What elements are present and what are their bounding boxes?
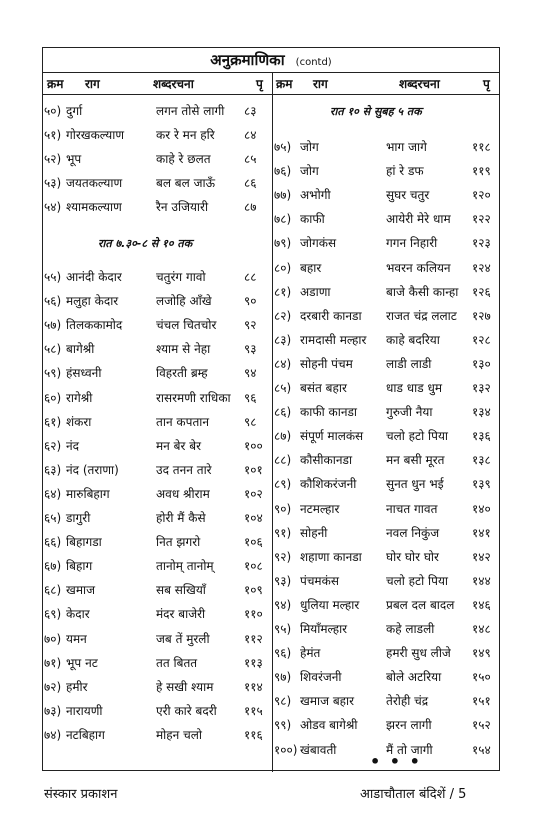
index-subtitle: (contd) xyxy=(295,57,332,68)
entry-page: ११२ xyxy=(244,631,263,646)
entry-raga: काफी xyxy=(300,212,325,227)
entry-page: ८८ xyxy=(244,270,257,284)
entry-raga: दुर्गा xyxy=(66,104,83,118)
entry-page: ११६ xyxy=(244,727,263,742)
entry-bandish: सब सखियाँ xyxy=(156,583,206,598)
entry-raga: सोहनी xyxy=(300,525,328,540)
entry-number: ६०) xyxy=(44,390,62,405)
entry-page: १२७ xyxy=(472,308,491,323)
entry-raga: बहार xyxy=(300,260,322,275)
entry-page: १५२ xyxy=(472,718,491,733)
index-entry xyxy=(44,126,270,148)
index-entry xyxy=(274,572,500,594)
entry-raga: गोरखकल्याण xyxy=(66,128,125,142)
entry-number: ९५) xyxy=(274,622,292,636)
index-entry xyxy=(44,581,270,603)
entry-bandish: तेरोही चंद्र xyxy=(386,694,429,709)
entry-bandish: हां रे डफ xyxy=(386,164,424,179)
entry-number: ६४) xyxy=(44,486,62,501)
entry-raga: भूप नट xyxy=(66,655,98,670)
entry-page: ११४ xyxy=(244,679,263,694)
index-entry xyxy=(274,210,500,232)
entry-bandish: नवल निकुंज xyxy=(386,525,440,540)
entry-bandish: झरन लागी xyxy=(386,718,432,733)
entry-page: १४० xyxy=(472,501,491,516)
index-entry xyxy=(274,138,500,160)
entry-bandish: लाडी लाडी xyxy=(386,356,432,371)
entry-bandish: नित झगरो xyxy=(156,535,201,550)
entry-bandish: बल बल जाऊँ xyxy=(156,176,216,190)
entry-bandish: मोहन चलो xyxy=(156,727,202,742)
index-entry xyxy=(274,307,500,329)
entry-bandish: आयेरी मेरे धाम xyxy=(386,212,451,227)
entry-raga: जयतकल्याण xyxy=(66,176,123,190)
entry-page: ८७ xyxy=(244,200,257,214)
entry-page: ११८ xyxy=(472,140,491,154)
entry-raga: काफी कानडा xyxy=(300,405,358,420)
entry-raga: नंद (तराणा) xyxy=(66,462,119,477)
entry-raga: शंकरा xyxy=(66,414,92,429)
index-entry xyxy=(274,620,500,642)
entry-raga: बिहागडा xyxy=(66,535,102,550)
header-raga-right: राग xyxy=(313,77,328,91)
index-entry xyxy=(274,644,500,666)
entry-page: १५० xyxy=(472,670,491,685)
entry-raga: हंसध्वनी xyxy=(66,366,102,381)
entry-bandish: बाजे कैसी कान्हा xyxy=(386,284,459,299)
continuation-dots: • • • xyxy=(370,752,422,771)
entry-number: ६६) xyxy=(44,535,62,550)
entry-bandish: बोले अटरिया xyxy=(386,670,442,685)
entry-bandish: मैं तो जागी xyxy=(386,742,433,757)
entry-raga: संपूर्ण मालकंस xyxy=(300,429,364,444)
entry-page: ९४ xyxy=(244,366,257,381)
entry-page: १४२ xyxy=(472,549,491,564)
entry-number: ७४) xyxy=(44,727,62,742)
header-bandish-right: शब्दरचना xyxy=(399,77,440,91)
entry-bandish: नाचत गावत xyxy=(386,501,438,516)
entry-number: ८०) xyxy=(274,260,292,275)
index-entry xyxy=(274,524,500,546)
entry-raga: नारायणी xyxy=(66,703,103,718)
entry-raga: जोग xyxy=(300,164,319,179)
index-entry xyxy=(274,596,500,618)
index-entry xyxy=(44,389,270,411)
entry-raga: शिवरंजनी xyxy=(300,670,342,685)
entry-raga: तिलककामोद xyxy=(66,318,123,333)
index-entry xyxy=(44,102,270,124)
entry-bandish: अवध श्रीराम xyxy=(156,486,210,501)
entry-raga: धुलिया मल्हार xyxy=(300,597,360,612)
entry-bandish: कर रे मन हरि xyxy=(156,128,215,142)
entry-page: १०२ xyxy=(244,486,263,501)
entry-bandish: धाड धाड धुम xyxy=(386,381,443,395)
entry-raga: कौशिकरंजनी xyxy=(300,477,357,492)
footer-book-page: आडाचौताल बंदिशें / 5 xyxy=(360,787,467,802)
entry-raga: रामदासी मल्हार xyxy=(300,332,367,347)
header-page-right: पृ xyxy=(483,77,490,91)
index-entry xyxy=(44,509,270,531)
entry-raga: मलुहा केदार xyxy=(66,294,119,309)
entry-raga: यमन xyxy=(66,631,87,646)
entry-page: १४८ xyxy=(472,622,491,636)
index-entry xyxy=(274,716,500,738)
entry-number: ७३) xyxy=(44,703,62,718)
index-entry xyxy=(44,630,270,652)
entry-number: ५६) xyxy=(44,294,62,309)
index-entry xyxy=(274,234,500,256)
index-entry xyxy=(44,702,270,724)
entry-bandish: मंदर बाजेरी xyxy=(156,607,206,622)
entry-number: ६५) xyxy=(44,511,62,525)
entry-bandish: घोर घोर घोर xyxy=(386,549,439,564)
entry-raga: बसंत बहार xyxy=(300,381,347,395)
entry-bandish: मन बसी मूरत xyxy=(386,453,445,468)
entry-page: ९२ xyxy=(244,318,257,333)
index-entry xyxy=(274,283,500,305)
entry-bandish: चतुरंग गावो xyxy=(156,270,206,284)
index-entry xyxy=(274,379,500,401)
entry-page: १३० xyxy=(472,356,491,371)
index-entry xyxy=(44,654,270,676)
entry-number: ६२) xyxy=(44,438,62,453)
entry-bandish: रैन उजियारी xyxy=(156,200,209,214)
column-header-row xyxy=(43,72,499,95)
entry-bandish: कहे लाडली xyxy=(386,622,435,636)
index-entry xyxy=(274,186,500,208)
entry-raga: श्यामकल्याण xyxy=(66,200,122,214)
entry-raga: नटमल्हार xyxy=(300,501,340,516)
entry-page: १०४ xyxy=(244,511,263,525)
entry-page: १२० xyxy=(472,188,491,203)
entry-number: ७८) xyxy=(274,212,292,227)
entry-number: ५३) xyxy=(44,176,62,190)
entry-page: १४१ xyxy=(472,525,491,540)
entry-page: १२४ xyxy=(472,260,491,275)
index-entry xyxy=(274,331,500,353)
entry-number: ५०) xyxy=(44,104,62,118)
entry-page: ११० xyxy=(244,607,263,622)
entry-number: ८१) xyxy=(274,284,292,299)
index-entry xyxy=(44,198,270,220)
entry-bandish: तत बितत xyxy=(156,655,198,670)
entry-number: ७९) xyxy=(274,236,292,251)
entry-raga: मारुबिहाग xyxy=(66,486,110,501)
index-title: अनुक्रमाणिका xyxy=(210,51,285,69)
entry-raga: नटबिहाग xyxy=(66,727,105,742)
column-divider xyxy=(272,72,273,772)
index-entry xyxy=(274,427,500,449)
entry-page: ९३ xyxy=(244,342,257,357)
entry-raga: कौसीकानडा xyxy=(300,453,353,468)
index-entry xyxy=(274,548,500,570)
entry-number: ७२) xyxy=(44,679,62,694)
entry-number: ५८) xyxy=(44,342,62,357)
footer-publisher: संस्कार प्रकाशन xyxy=(44,787,118,802)
entry-number: ६८) xyxy=(44,583,62,598)
entry-number: ८८) xyxy=(274,453,292,468)
entry-bandish: गगन निहारी xyxy=(386,236,438,251)
entry-number: ९४) xyxy=(274,597,292,612)
entry-bandish: चलो हटो पिया xyxy=(386,429,449,444)
entry-page: १२८ xyxy=(472,332,491,347)
entry-page: १५४ xyxy=(472,742,491,757)
entry-raga: केदार xyxy=(66,607,90,622)
index-entry xyxy=(44,485,270,507)
entry-page: १२३ xyxy=(472,236,491,251)
entry-number: ६९) xyxy=(44,607,62,622)
entry-bandish: उद तनन तारे xyxy=(156,462,212,477)
entry-bandish: तानोम् तानोम् xyxy=(156,559,214,574)
entry-raga: ओडव बागेश्री xyxy=(300,718,358,733)
index-entry xyxy=(274,355,500,377)
entry-raga: भूप xyxy=(66,152,82,166)
entry-page: ८५ xyxy=(244,152,257,166)
entry-number: ८३) xyxy=(274,332,292,347)
entry-bandish: काहे बदरिया xyxy=(386,332,440,347)
entry-number: ७०) xyxy=(44,631,62,646)
entry-number: ८४) xyxy=(274,356,292,371)
entry-bandish: हे सखी श्याम xyxy=(156,679,214,694)
index-entry xyxy=(44,678,270,700)
entry-page: १०६ xyxy=(244,535,263,550)
entry-number: ५९) xyxy=(44,366,62,381)
entry-page: १०१ xyxy=(244,462,263,477)
index-entry xyxy=(274,162,500,184)
entry-bandish: लगन तोसे लागी xyxy=(156,104,225,118)
entry-page: १२२ xyxy=(472,212,491,227)
entry-raga: हमीर xyxy=(66,679,88,694)
index-entry xyxy=(274,451,500,473)
entry-page: १४४ xyxy=(472,573,491,588)
entry-raga: अडाणा xyxy=(300,284,331,299)
entry-bandish: चंचल चितचोर xyxy=(156,318,217,333)
entry-page: १०८ xyxy=(244,559,263,574)
entry-raga: हेमंत xyxy=(300,646,321,661)
header-num-left: क्रम xyxy=(47,77,64,91)
index-entry xyxy=(44,150,270,172)
entry-bandish: तान कपतान xyxy=(156,414,210,429)
index-entry xyxy=(274,403,500,425)
entry-raga: रागेश्री xyxy=(66,390,93,405)
index-entry xyxy=(44,605,270,627)
entry-page: १२६ xyxy=(472,284,491,299)
time-section-right: रात १० से सुबह ५ तक xyxy=(330,105,422,118)
entry-number: ९२) xyxy=(274,549,292,564)
entry-raga: मियाँमल्हार xyxy=(300,622,348,636)
entry-bandish: भाग जागे xyxy=(386,140,427,154)
entry-bandish: सुघर चतुर xyxy=(386,188,430,203)
entry-page: १३४ xyxy=(472,405,491,420)
index-entry xyxy=(44,557,270,579)
entry-number: ९९) xyxy=(274,718,292,733)
entry-raga: खंबावती xyxy=(300,742,337,757)
index-entry xyxy=(274,259,500,281)
entry-page: ८३ xyxy=(244,104,257,118)
entry-bandish: चलो हटो पिया xyxy=(386,573,449,588)
entry-page: १४६ xyxy=(472,597,491,612)
entry-number: १००) xyxy=(274,742,298,757)
entry-bandish: सुनत धुन भई xyxy=(386,477,444,492)
entry-number: ५२) xyxy=(44,152,62,166)
entry-raga: शहाणा कानडा xyxy=(300,549,362,564)
entry-page: ११९ xyxy=(472,164,491,179)
entry-page: ११३ xyxy=(244,655,263,670)
entry-page: ९६ xyxy=(244,390,257,405)
entry-bandish: भवरन कलियन xyxy=(386,260,451,275)
entry-number: ६३) xyxy=(44,462,62,477)
entry-raga: बिहाग xyxy=(66,559,93,574)
entry-page: १३८ xyxy=(472,453,491,468)
entry-raga: आनंदी केदार xyxy=(66,270,122,284)
entry-number: ८५) xyxy=(274,381,292,395)
index-entry xyxy=(44,340,270,362)
entry-page: १३६ xyxy=(472,429,491,444)
index-entry xyxy=(274,475,500,497)
index-entry xyxy=(44,292,270,314)
entry-number: ७५) xyxy=(274,140,292,154)
entry-number: ५५) xyxy=(44,270,62,284)
entry-raga: जोगकंस xyxy=(300,236,337,251)
entry-number: ७६) xyxy=(274,164,292,179)
entry-page: ८६ xyxy=(244,176,257,190)
entry-page: १३९ xyxy=(472,477,491,492)
entry-page: ९० xyxy=(244,294,257,309)
entry-number: ९७) xyxy=(274,670,292,685)
entry-number: ५४) xyxy=(44,200,62,214)
entry-number: ९३) xyxy=(274,573,292,588)
entry-number: ५७) xyxy=(44,318,62,333)
entry-number: ७७) xyxy=(274,188,292,203)
entry-page: ११५ xyxy=(244,703,263,718)
header-num-right: क्रम xyxy=(276,77,293,91)
entry-page: ९८ xyxy=(244,414,257,429)
entry-number: ६७) xyxy=(44,559,62,574)
entry-raga: जोग xyxy=(300,140,319,154)
entry-number: ९८) xyxy=(274,694,292,709)
entry-bandish: रासरमणी राधिका xyxy=(156,390,231,405)
entry-page: १०९ xyxy=(244,583,263,598)
entry-number: ८६) xyxy=(274,405,292,420)
entry-bandish: विहरती ब्रम्ह xyxy=(156,366,208,381)
header-page-left: पृ xyxy=(256,77,263,91)
index-entry xyxy=(274,692,500,714)
entry-raga: पंचमकंस xyxy=(300,573,339,588)
index-entry xyxy=(274,668,500,690)
entry-raga: खमाज बहार xyxy=(300,694,355,709)
entry-raga: बागेश्री xyxy=(66,342,95,357)
index-entry xyxy=(44,174,270,196)
entry-bandish: प्रबल दल बादल xyxy=(386,597,455,612)
header-raga-left: राग xyxy=(85,77,100,91)
index-entry xyxy=(44,437,270,459)
entry-bandish: होरी मैं कैसे xyxy=(156,511,206,525)
entry-bandish: एरी कारे बदरी xyxy=(156,703,217,718)
entry-raga: दरबारी कानडा xyxy=(300,308,362,323)
index-entry xyxy=(44,268,270,290)
index-title-row xyxy=(43,48,499,73)
entry-raga: डागुरी xyxy=(66,511,91,525)
index-entry xyxy=(44,533,270,555)
entry-bandish: जब तें मुरली xyxy=(156,631,210,646)
time-section-left: रात ७.३०-८ से १० तक xyxy=(98,237,193,250)
entry-page: ८४ xyxy=(244,128,257,142)
entry-raga: खमाज xyxy=(66,583,96,598)
entry-raga: नंद xyxy=(66,438,80,453)
entry-bandish: राजत चंद्र ललाट xyxy=(386,308,457,323)
entry-number: ९६) xyxy=(274,646,292,661)
index-entry xyxy=(44,413,270,435)
index-entry xyxy=(44,726,270,748)
index-entry xyxy=(44,364,270,386)
entry-bandish: गुरुजी नैया xyxy=(386,405,433,420)
entry-bandish: लजोहि आँखे xyxy=(156,294,212,309)
index-entry xyxy=(274,500,500,522)
entry-number: ८२) xyxy=(274,308,292,323)
entry-number: ६१) xyxy=(44,414,62,429)
header-bandish-left: शब्दरचना xyxy=(153,77,194,91)
entry-bandish: हमरी सुध लीजे xyxy=(386,646,451,661)
entry-bandish: श्याम से नेहा xyxy=(156,342,211,357)
entry-page: १३२ xyxy=(472,381,491,395)
index-entry xyxy=(44,316,270,338)
entry-number: ९०) xyxy=(274,501,292,516)
index-entry xyxy=(44,461,270,483)
entry-number: ८७) xyxy=(274,429,292,444)
entry-bandish: काहे रे छलत xyxy=(156,152,211,166)
entry-number: ५१) xyxy=(44,128,62,142)
entry-raga: सोहनी पंचम xyxy=(300,356,353,371)
entry-number: ९१) xyxy=(274,525,292,540)
entry-raga: अभोगी xyxy=(300,188,331,203)
entry-page: १०० xyxy=(244,438,263,453)
entry-page: १४९ xyxy=(472,646,491,661)
entry-page: १५१ xyxy=(472,694,491,709)
entry-number: ७१) xyxy=(44,655,62,670)
entry-number: ८९) xyxy=(274,477,292,492)
entry-bandish: मन बेर बेर xyxy=(156,438,201,453)
